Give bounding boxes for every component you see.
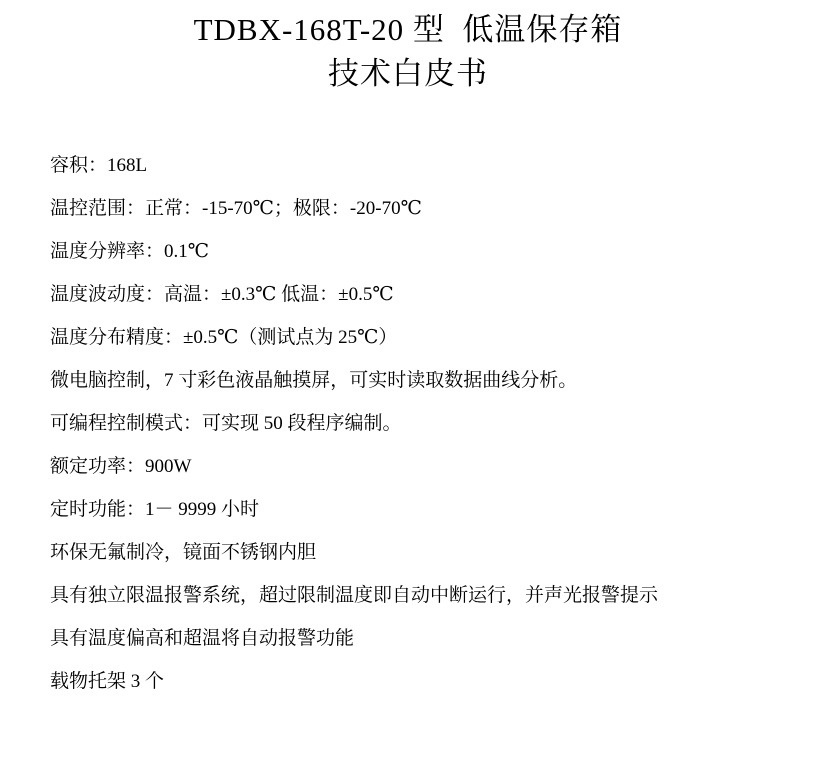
spec-paragraph: 温度分布精度：±0.5℃（测试点为 25℃）	[50, 327, 398, 348]
spec-paragraph: 载物托架 3 个	[50, 671, 165, 692]
title-line-1: TDBX-168T-20 型 低温保存箱	[193, 12, 623, 47]
spec-paragraph: 具有温度偏高和超温将自动报警功能	[50, 628, 355, 649]
spec-paragraph: 环保无氟制冷，镜面不锈钢内胆	[50, 542, 317, 563]
spec-paragraph: 额定功率：900W	[50, 456, 192, 477]
spec-paragraph: 温度波动度：高温：±0.3℃ 低温：±0.5℃	[50, 284, 394, 305]
spec-paragraph: 可编程控制模式：可实现 50 段程序编制。	[50, 413, 402, 434]
spec-paragraph: 温控范围：正常：-15-70℃；极限：-20-70℃	[50, 198, 422, 219]
spec-paragraph: 微电脑控制，7 寸彩色液晶触摸屏，可实时读取数据曲线分析。	[50, 370, 578, 391]
title-line-2: 技术白皮书	[328, 56, 488, 91]
spec-paragraph: 温度分辨率：0.1℃	[50, 241, 210, 262]
spec-paragraph: 容积：168L	[50, 155, 148, 176]
document-body	[0, 144, 816, 703]
spec-paragraph: 定时功能：1－ 9999 小时	[50, 499, 260, 520]
spec-paragraph: 具有独立限温报警系统，超过限制温度即自动中断运行，并声光报警提示	[50, 585, 659, 606]
document-title	[0, 0, 816, 96]
